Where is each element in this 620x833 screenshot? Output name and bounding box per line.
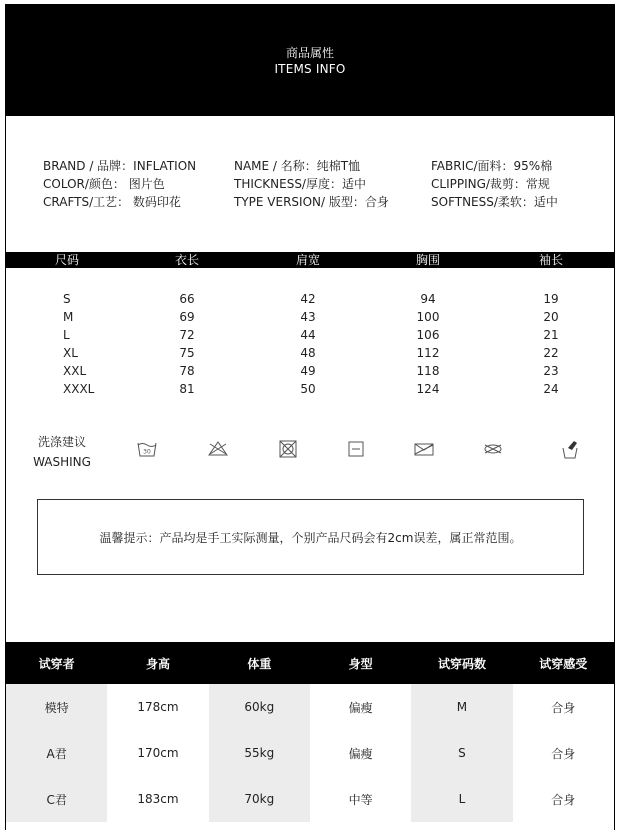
sleeve-cell: 24 [543, 382, 559, 396]
size-cell: M [63, 310, 74, 324]
washing-label [22, 432, 102, 472]
no-dry-clean-icon [413, 438, 435, 460]
info-column-3 [431, 157, 558, 211]
no-bleach-icon [207, 438, 229, 460]
header-title-en: ITEMS INFO [274, 62, 346, 76]
length-cell: 75 [179, 346, 195, 360]
table-row [6, 308, 614, 326]
type-version-info: TYPE VERSION/ 版型：合身 [234, 195, 389, 209]
length-cell: 66 [179, 292, 195, 306]
size-header-size: 尺码 [54, 253, 79, 267]
body-type-cell: 中等 [310, 776, 411, 822]
tester-cell: C君 [6, 776, 107, 822]
shoulder-cell: 49 [300, 364, 316, 378]
fit-feeling-cell: 合身 [513, 684, 614, 730]
length-cell: 69 [179, 310, 195, 324]
washing-label-cn: 洗涤建议 [37, 435, 86, 449]
sleeve-cell: 19 [543, 292, 559, 306]
header-body-type: 身型 [348, 656, 373, 671]
header-fit-feeling: 试穿感受 [539, 656, 588, 671]
name-info: NAME / 名称：纯棉T恤 [234, 159, 361, 173]
body-type-cell: 偏瘦 [310, 684, 411, 730]
brand-info: BRAND / 品牌：INFLATION [43, 159, 197, 173]
body-type-cell: 偏瘦 [310, 730, 411, 776]
size-header-length: 衣长 [174, 253, 199, 267]
size-table-header [6, 252, 614, 268]
sleeve-cell: 23 [543, 364, 559, 378]
crafts-info: CRAFTS/工艺： 数码印花 [43, 195, 181, 209]
fit-feeling-cell: 合身 [513, 776, 614, 822]
chest-cell: 124 [416, 382, 440, 396]
trial-size-cell: L [411, 776, 512, 822]
shoulder-cell: 42 [300, 292, 316, 306]
header-height: 身高 [145, 656, 170, 671]
try-on-table-header [6, 642, 614, 684]
header-weight: 体重 [247, 656, 272, 671]
weight-cell: 55kg [209, 730, 310, 776]
fabric-info: FABRIC/面料：95%棉 [431, 159, 553, 173]
header-tester: 试穿者 [38, 656, 75, 671]
chest-cell: 118 [416, 364, 440, 378]
tester-cell: 模特 [6, 684, 107, 730]
table-row [6, 776, 614, 822]
table-row [6, 290, 614, 308]
info-column-2 [234, 157, 389, 211]
length-cell: 78 [179, 364, 195, 378]
shoulder-cell: 50 [300, 382, 316, 396]
size-cell: L [63, 328, 70, 342]
no-tumble-dry-icon [277, 438, 299, 460]
hand-wash-icon [559, 438, 581, 460]
size-cell: XL [63, 346, 78, 360]
shoulder-cell: 48 [300, 346, 316, 360]
tip-note-box [37, 499, 584, 575]
product-info-sheet [5, 4, 615, 830]
header-trial-size: 试穿码数 [437, 656, 486, 671]
size-header-sleeve: 袖长 [538, 253, 563, 267]
washing-label-en: WASHING [33, 455, 91, 469]
items-info-header [6, 4, 614, 116]
height-cell: 178cm [107, 684, 208, 730]
chest-cell: 106 [416, 328, 440, 342]
shoulder-cell: 43 [300, 310, 316, 324]
sleeve-cell: 22 [543, 346, 559, 360]
table-row [6, 326, 614, 344]
sleeve-cell: 20 [543, 310, 559, 324]
trial-size-cell: S [411, 730, 512, 776]
fit-feeling-cell: 合身 [513, 730, 614, 776]
weight-cell: 70kg [209, 776, 310, 822]
size-cell: XXL [63, 364, 87, 378]
no-iron-icon [482, 438, 504, 460]
clipping-info: CLIPPING/裁剪：常规 [431, 177, 550, 191]
chest-cell: 100 [416, 310, 440, 324]
softness-info: SOFTNESS/柔软：适中 [431, 195, 558, 209]
sleeve-cell: 21 [543, 328, 559, 342]
size-header-shoulder: 肩宽 [295, 253, 320, 267]
tester-cell: A君 [6, 730, 107, 776]
wash-30-icon [136, 438, 158, 460]
flat-dry-icon [345, 438, 367, 460]
length-cell: 72 [179, 328, 195, 342]
chest-cell: 112 [416, 346, 440, 360]
table-row [6, 684, 614, 730]
shoulder-cell: 44 [300, 328, 316, 342]
tip-note-text: 温馨提示：产品均是手工实际测量，个别产品尺码会有2cm误差，属正常范围。 [99, 530, 522, 545]
height-cell: 170cm [107, 730, 208, 776]
info-column-1 [43, 157, 196, 211]
height-cell: 183cm [107, 776, 208, 822]
table-row [6, 730, 614, 776]
size-cell: XXXL [63, 382, 95, 396]
color-info: COLOR/颜色： 图片色 [43, 177, 165, 191]
size-table-body [6, 290, 614, 398]
header-title-cn: 商品属性 [285, 46, 334, 60]
chest-cell: 94 [420, 292, 436, 306]
weight-cell: 60kg [209, 684, 310, 730]
svg-text:30: 30 [143, 448, 151, 456]
trial-size-cell: M [411, 684, 512, 730]
thickness-info: THICKNESS/厚度：适中 [234, 177, 366, 191]
size-cell: S [63, 292, 71, 306]
try-on-table [6, 642, 614, 822]
length-cell: 81 [179, 382, 195, 396]
size-header-chest: 胸围 [415, 253, 440, 267]
table-row [6, 362, 614, 380]
table-row [6, 380, 614, 398]
table-row [6, 344, 614, 362]
